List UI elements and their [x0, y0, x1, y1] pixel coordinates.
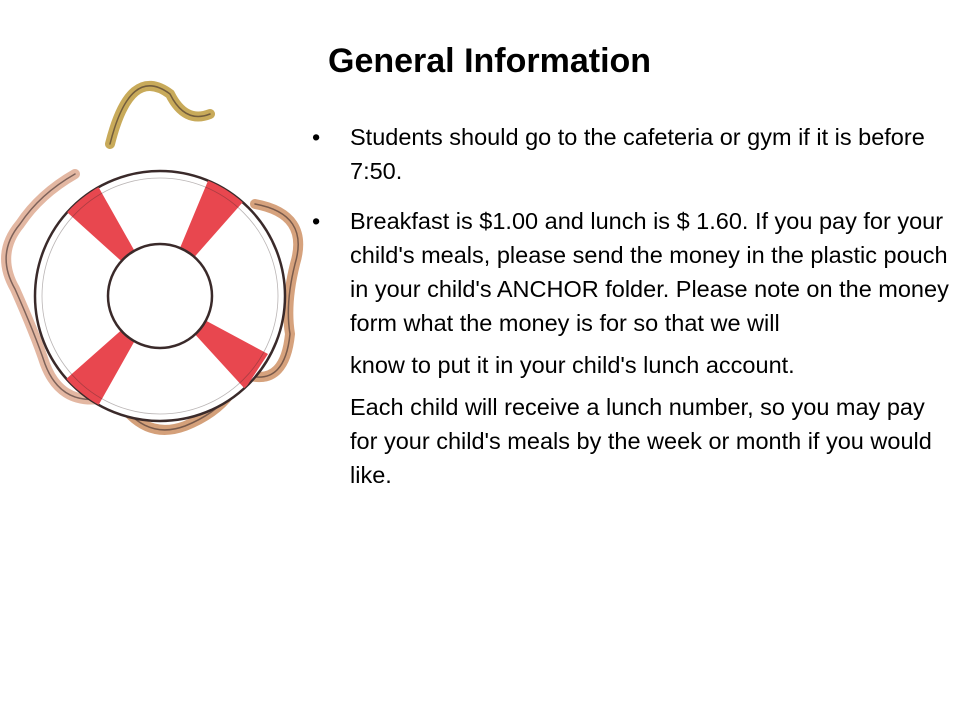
- bullet-item: [312, 204, 952, 492]
- ring-inner: [108, 244, 212, 348]
- rope-top: [110, 86, 210, 144]
- life-ring-icon: [0, 54, 310, 446]
- bullet-list: [312, 120, 952, 508]
- bullet-icon: •: [312, 208, 321, 234]
- bullet-text: Students should go to the cafeteria or gym if it is before 7:50.: [350, 124, 925, 184]
- bullet-text: Breakfast is $1.00 and lunch is $ 1.60. If you pay for your child's meals, please send the money in the plastic pouch in your child's ANCHOR folder. Please note on the money form what the money is for so that we will: [350, 208, 949, 336]
- bullet-icon: •: [312, 124, 321, 150]
- bullet-item: [312, 120, 952, 188]
- slide-title: General Information: [328, 42, 652, 80]
- bullet-text: Each child will receive a lunch number, so you may pay for your child's meals by the week or month if you would like.: [350, 394, 932, 488]
- bullet-text: know to put it in your child's lunch account.: [350, 352, 795, 378]
